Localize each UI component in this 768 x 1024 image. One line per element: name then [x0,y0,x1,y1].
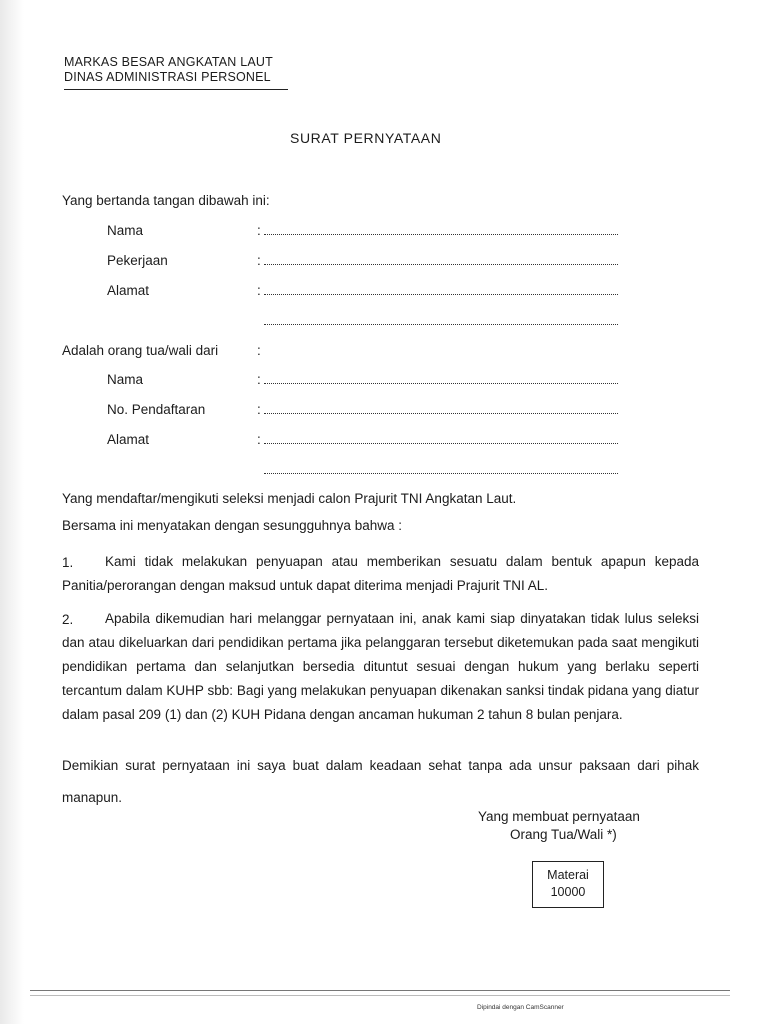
signer-nama-label: Nama [107,223,144,238]
header-line-1: MARKAS BESAR ANGKATAN LAUT [64,55,273,69]
signature-line-2: Orang Tua/Wali *) [510,827,617,842]
item-1-number: 1. [62,555,74,570]
signer-pekerjaan-label: Pekerjaan [107,253,168,268]
colon: : [257,343,261,358]
item-2-number: 2. [62,612,74,627]
page-bottom-edge [30,990,730,996]
colon: : [257,283,261,298]
signer-alamat-field-line-2[interactable] [264,324,618,325]
child-nama-field[interactable] [264,383,618,384]
signer-alamat-label: Alamat [107,283,150,298]
colon: : [257,223,261,238]
signer-nama-field[interactable] [264,234,618,235]
item-2-text: Apabila dikemudian hari melanggar pernyataan ini, anak kami siap dinyatakan tidak lulus seleksi dan atau dikeluarkan dari pendidikan pertama jika pelanggaran tersebut diketemukan pada saat mengikuti pendidikan pertama dan selanjutkan bersedia dituntut sesuai dengan hukum yang berlaku seperti tercantum dalam KUHP sbb: Bagi yang melakukan penyuapan dikenakan sanksi tindak pidana yang diatur dalam pasal 209 (1) dan (2) KUH Pidana dengan ancaman hukuman 2 tahun 8 bulan penjara. [62,611,699,722]
signer-pekerjaan-field[interactable] [264,264,618,265]
child-no-pendaftaran-field[interactable] [264,413,618,414]
colon: : [257,432,261,447]
signature-line-1: Yang membuat pernyataan [478,809,640,824]
child-alamat-field[interactable] [264,443,618,444]
child-nama-label: Nama [107,372,144,387]
scanner-watermark: Dipindai dengan CamScanner [477,1004,564,1011]
intro-text: Yang bertanda tangan dibawah ini: [62,193,270,208]
header-line-2: DINAS ADMINISTRASI PERSONEL [64,70,271,84]
stamp-value: 10000 [550,885,586,899]
colon: : [257,253,261,268]
item-1-text: Kami tidak melakukan penyuapan atau memberikan sesuatu dalam bentuk apapun kepada Panitia/perorangan dengan maksud untuk dapat diterima menjadi Prajurit TNI AL. [62,554,699,593]
child-alamat-field-line-2[interactable] [264,473,618,474]
colon: : [257,372,261,387]
declare-text: Bersama ini menyatakan dengan sesungguhnya bahwa : [62,518,402,533]
header-underline [64,89,288,90]
stamp-label: Materai [547,868,589,882]
colon: : [257,402,261,417]
stamp-duty-box [532,861,604,908]
document-title: SURAT PERNYATAAN [290,130,442,146]
parent-of-text: Adalah orang tua/wali dari [62,343,219,358]
scan-shadow-edge [0,0,24,1024]
registered-text: Yang mendaftar/mengikuti seleksi menjadi calon Prajurit TNI Angkatan Laut. [62,491,517,506]
child-alamat-label: Alamat [107,432,150,447]
signer-alamat-field[interactable] [264,294,618,295]
closing-text: Demikian surat pernyataan ini saya buat dalam keadaan sehat tanpa ada unsur paksaan dari pihak manapun. [62,758,699,805]
child-no-pendaftaran-label: No. Pendaftaran [107,402,206,417]
